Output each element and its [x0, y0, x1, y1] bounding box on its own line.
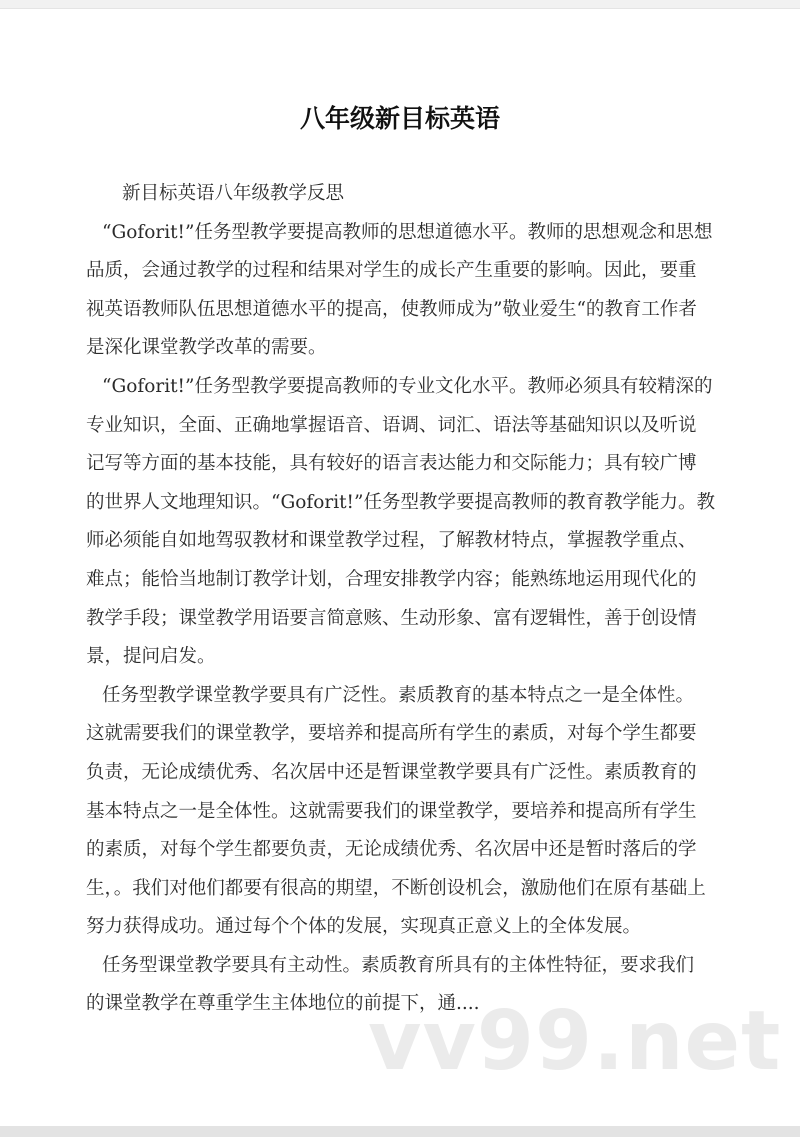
- paragraph-line: 记写等方面的基本技能，具有较好的语言表达能力和交际能力；具有较广博: [86, 453, 697, 475]
- page-bottom-edge: [0, 1126, 800, 1137]
- paragraph-line: 景，提问启发。: [86, 646, 216, 668]
- watermark: vv99.net: [368, 994, 782, 1089]
- paragraph-line: 的世界人文地理知识。“Goforit!”任务型教学要提高教师的教育教学能力。教: [86, 491, 715, 513]
- paragraph-line: 难点；能恰当地制订教学计划，合理安排教学内容；能熟练地运用现代化的: [86, 568, 697, 590]
- document-page: [0, 8, 800, 1127]
- paragraph-line: 基本特点之一是全体性。这就需要我们的课堂教学，要培养和提高所有学生: [86, 800, 697, 822]
- paragraph-line: 师必须能自如地驾驭教材和课堂教学过程，了解教材特点，掌握教学重点、: [86, 530, 697, 552]
- paragraph-line: 负责，无论成绩优秀、名次居中还是暂课堂教学要具有广泛性。素质教育的: [86, 761, 697, 783]
- paragraph-line: 专业知识，全面、正确地掌握语音、语调、词汇、语法等基础知识以及听说: [86, 414, 697, 436]
- paragraph-line: 品质，会通过教学的过程和结果对学生的成长产生重要的影响。因此，要重: [86, 260, 697, 282]
- paragraph: [86, 214, 713, 368]
- paragraph-line: 的课堂教学在尊重学生主体地位的前提下，通....: [86, 993, 480, 1015]
- paragraph-line: 这就需要我们的课堂教学，要培养和提高所有学生的素质，对每个学生都要: [86, 723, 697, 745]
- paragraph-line: 生，。我们对他们都要有很高的期望，不断创设机会，激励他们在原有基础上: [86, 877, 706, 899]
- document-title: 八年级新目标英语: [299, 104, 500, 133]
- paragraph: [86, 368, 715, 677]
- paragraph: [86, 677, 706, 947]
- paragraph-line: 努力获得成功。通过每个个体的发展，实现真正意义上的全体发展。: [86, 916, 642, 938]
- paragraph-line: 是深化课堂教学改革的需要。: [86, 337, 327, 359]
- paragraph-line: 教学手段；课堂教学用语要言简意赅、生动形象、富有逻辑性，善于创设情: [86, 607, 697, 629]
- paragraph-line: 视英语教师队伍思想道德水平的提高，使教师成为”敬业爱生“的教育工作者: [86, 298, 697, 320]
- subtitle: 新目标英语八年级教学反思: [122, 183, 345, 204]
- document-body: [86, 175, 715, 1024]
- paragraph-line: 任务型教学课堂教学要具有广泛性。素质教育的基本特点之一是全体性。: [102, 684, 695, 706]
- paragraph-line: “Goforit!”任务型教学要提高教师的思想道德水平。教师的思想观念和思想: [102, 221, 713, 243]
- paragraph-line: “Goforit!”任务型教学要提高教师的专业文化水平。教师必须具有较精深的: [102, 375, 713, 397]
- paragraph-line: 的素质，对每个学生都要负责，无论成绩优秀、名次居中还是暂时落后的学: [86, 839, 697, 861]
- paragraph-line: 任务型课堂教学要具有主动性。素质教育所具有的主体性特征，要求我们: [102, 954, 695, 976]
